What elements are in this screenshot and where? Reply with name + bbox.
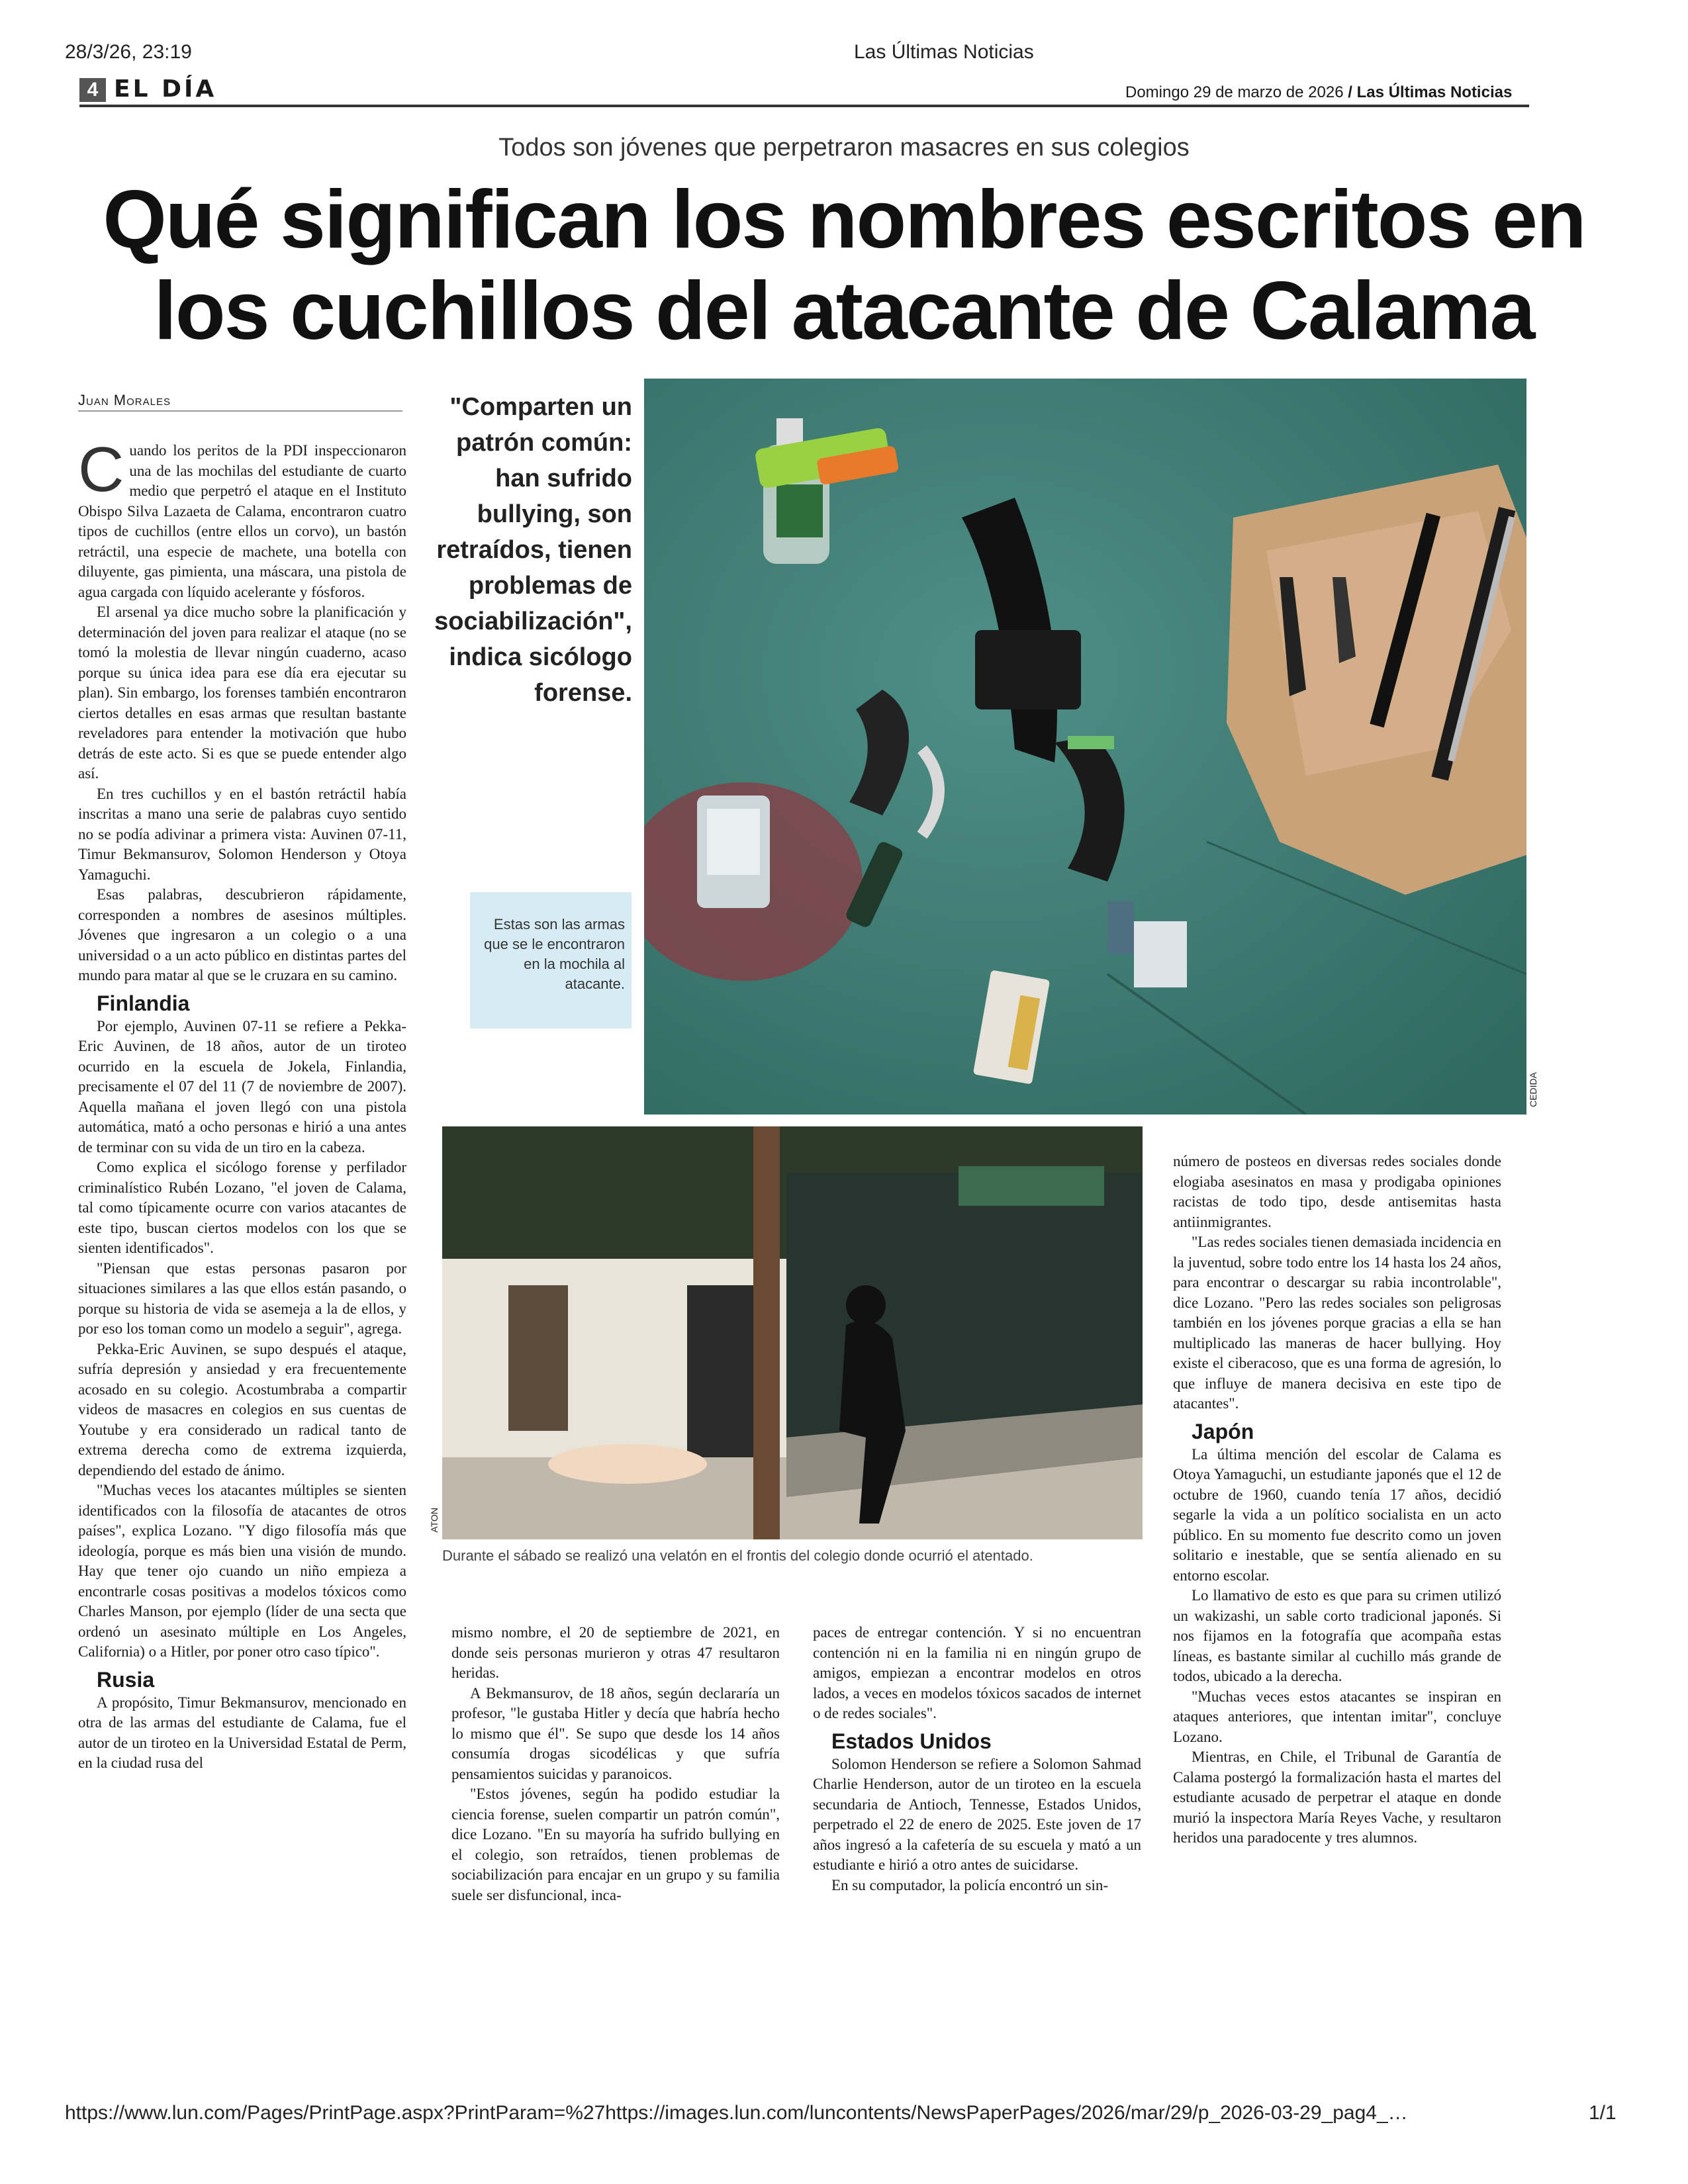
paragraph: Esas palabras, descubrieron rápidamente, corresponden a nombres de asesinos múltiples. Jóvenes que ingresaron a un colegio o a una universidad o a un acto público en distintas partes del mundo para matar al que se le cruzara en su camino. bbox=[78, 886, 406, 983]
subhead-rusia: Rusia bbox=[97, 1667, 155, 1692]
section-name: EL DÍA bbox=[114, 75, 217, 103]
byline: Juan Morales bbox=[78, 392, 171, 408]
photo2-credit: ATON bbox=[429, 1508, 440, 1533]
paragraph: En su computador, la policía encontró un sin- bbox=[831, 1876, 1109, 1893]
dateline-separator: / bbox=[1348, 83, 1352, 101]
paragraph: mismo nombre, el 20 de septiembre de 2021, en donde seis personas murieron y otras 47 resultaron heridas. bbox=[451, 1624, 780, 1681]
header-rule bbox=[79, 105, 1529, 107]
paragraph: Como explica el sicólogo forense y perfilador criminalístico Rubén Lozano, "el joven de Calama, tal como típicamente ocurre con varios atacantes de este tipo, buscan ciertos modelos con los que se sienten identificados". bbox=[78, 1159, 406, 1256]
kicker: Todos son jóvenes que perpetraron masacres en sus colegios bbox=[498, 134, 1190, 161]
headline-line1: Qué significan los nombres escritos en bbox=[103, 174, 1585, 265]
weapons-photo-art bbox=[644, 379, 1526, 1115]
print-url: https://www.lun.com/Pages/PrintPage.aspx?PrintParam=%27https://images.lun.com/luncontents/NewsPaperPages/2026/mar/29/p_2026-03-29_pag4_… bbox=[65, 2102, 1408, 2124]
photo2-caption: Durante el sábado se realizó una velatón en el frontis del colegio donde ocurrió el atentado. bbox=[442, 1547, 1033, 1564]
print-timestamp: 28/3/26, 23:19 bbox=[65, 41, 192, 63]
subhead-estados-unidos: Estados Unidos bbox=[831, 1729, 992, 1753]
paragraph: "Muchas veces los atacantes múltiples se sienten identificados con la filosofía de atacantes de otros países", explica Lozano. "Y digo filosofía más que ideología, porque es más bien una visión de mundo. Hay que tener ojo cuando un niño empieza a encontrarle cosas positivas a modelos tóxicos como Charles Manson, por ejemplo (líder de una secta que ordenó un asesinato múltiple en Los Angeles, California) o a Hitler, por poner otro caso típico". bbox=[78, 1482, 406, 1660]
paragraph: El arsenal ya dice mucho sobre la planificación y determinación del joven para realizar el ataque (no se tomó la molestia de llevar ningún cuaderno, acaso porque su única idea para ese día era ejecutar su plan). Sin embargo, los forenses también encontraron ciertos detalles en esas armas que resultan bastante reveladores para entender la motivación que hubo detrás de este acto. Si es que se puede entender algo así. bbox=[78, 604, 406, 782]
subhead-japon: Japón bbox=[1192, 1419, 1254, 1443]
paragraph: Cuando los peritos de la PDI inspeccionaron una de las mochilas del estudiante de cuarto medio que perpetró el ataque en el Instituto Obispo Silva Lazaeta de Calama, encontraron cuatro tipos de cuchillos (entre ellos un corvo), un bastón retráctil, una especie de machete, una botella con diluyente, gas pimienta, una máscara, una pistola de agua cargada con líquido acelerante y fósforos. bbox=[78, 434, 406, 600]
page-number: 4 bbox=[79, 78, 106, 102]
byline-rule bbox=[78, 410, 402, 412]
print-title: Las Últimas Noticias bbox=[854, 41, 1034, 63]
paragraph: A Bekmansurov, de 18 años, según declararía un profesor, "le gustaba Hitler y decía que habría hecho lo mismo que él". Se supo que desde los 14 años consumía drogas sicodélicas y que sufría pensamientos suicidas y paranoicos. bbox=[451, 1684, 780, 1782]
paragraph: "Las redes sociales tienen demasiada incidencia en la juventud, sobre todo entre los 14 hasta los 24 años, para encontrar o descargar su rabia incontrolable", dice Lozano. "Pero las redes sociales son peligrosas también en los jóvenes porque gracias a ella se han multiplicado las maneras de hacer bullying. Hoy existe el ciberacoso, que es una forma de agresión, lo que influye de manera decisiva en este tipo de atacantes". bbox=[1173, 1234, 1501, 1412]
weapons-photo bbox=[644, 379, 1526, 1115]
headline-line2: los cuchillos del atacante de Calama bbox=[154, 265, 1534, 357]
print-page-count: 1/1 bbox=[1589, 2102, 1617, 2124]
article-column-4 bbox=[1173, 1152, 1501, 1848]
subhead-finlandia: Finlandia bbox=[97, 991, 190, 1015]
paragraph: número de posteos en diversas redes sociales donde elogiaba asesinatos en masa y prodigaba opiniones racistas de todo tipo, desde antisemitas hasta antiinmigrantes. bbox=[1173, 1153, 1501, 1230]
photo1-credit: CEDIDA bbox=[1528, 1072, 1538, 1107]
vigil-photo-art bbox=[442, 1126, 1143, 1539]
paragraph: Solomon Henderson se refiere a Solomon Sahmad Charlie Henderson, autor de un tiroteo en la escuela secundaria de Antioch, Tennesse, Estados Unidos, perpetrado el 22 de enero de 2025. Este joven de 17 años ingresó a la cafetería de su escuela y mató a un estudiante e hirió a otro antes de suicidarse. bbox=[813, 1755, 1141, 1873]
article-column-1 bbox=[78, 434, 406, 1774]
dateline bbox=[1125, 83, 1512, 102]
paragraph: La última mención del escolar de Calama es Otoya Yamaguchi, un estudiante japonés que el 12 de octubre de 1960, cuando tenía 17 años, decidió segarle la vida a un político socialista en un acto público. En su momento fue descrito como un joven solitario e inestable, que se sentía alienado en su entorno escolar. bbox=[1173, 1445, 1501, 1584]
pull-quote: "Comparten un patrón común: han sufrido bullying, son retraídos, tienen problemas de sociabilización", indica sicólogo forense. bbox=[434, 393, 632, 707]
paragraph: En tres cuchillos y en el bastón retráctil había inscritas a mano una serie de palabras cuyo sentido no se podía adivinar a primera vista: Auvinen 07-11, Timur Bekmansurov, Solomon Henderson y Otoya Yamaguchi. bbox=[78, 785, 406, 883]
paragraph: Pekka-Eric Auvinen, se supo después el ataque, sufría depresión y ansiedad y era frecuentemente acosado en su colegio. Acostumbraba a compartir videos de masacres en colegios en sus cuentas de Youtube y era considerado un radical tanto de extrema derecha como de extrema izquierda, dependiendo del estado de ánimo. bbox=[78, 1340, 406, 1479]
vigil-photo bbox=[442, 1126, 1143, 1539]
paragraph: "Muchas veces estos atacantes se inspiran en ataques anteriores, que intentan imitar", concluye Lozano. bbox=[1173, 1688, 1501, 1745]
article-column-2 bbox=[451, 1623, 780, 1905]
photo1-caption: Estas son las armas que se le encontraron en la mochila al atacante. bbox=[470, 892, 632, 1028]
paragraph: "Estos jóvenes, según ha podido estudiar la ciencia forense, suelen compartir un patrón común", dice Lozano. "En su mayoría ha sufrido bullying en el colegio, son retraídos, tienen problemas de sociabilización para encajar en un grupo y su familia suele ser disfuncional, inca- bbox=[451, 1786, 780, 1903]
dateline-date: Domingo 29 de marzo de 2026 bbox=[1125, 83, 1344, 101]
paragraph: Por ejemplo, Auvinen 07-11 se refiere a Pekka-Eric Auvinen, de 18 años, autor de un tiroteo ocurrido en la escuela de Jokela, Finlandia, precisamente el 07 del 11 (7 de noviembre de 2007). Aquella mañana el joven llegó con una pistola automática, mató a ocho personas e hirió a una antes de terminar con su vida de un tiro en la cabeza. bbox=[78, 1017, 406, 1156]
paragraph: paces de entregar contención. Y si no encuentran contención ni en la familia ni en ningún grupo de amigos, empiezan a encontrar modelos en otros lados, a veces en modelos tóxicos sacados de internet o de redes sociales". bbox=[813, 1624, 1141, 1721]
paragraph: A propósito, Timur Bekmansurov, mencionado en otra de las armas del estudiante de Calama, fue el autor de un tiroteo en la Universidad Estatal de Perm, en la ciudad rusa del bbox=[78, 1694, 406, 1771]
paragraph: "Piensan que estas personas pasaron por situaciones similares a las que ellos están pasando, o porque su historia de vida se asemeja a la de ellos, y por eso los toman como un modelo a seguir", agrega. bbox=[78, 1259, 406, 1337]
article-column-3 bbox=[813, 1623, 1141, 1895]
dateline-paper: Las Últimas Noticias bbox=[1356, 83, 1513, 101]
drop-cap: C bbox=[78, 434, 124, 505]
paragraph: Lo llamativo de esto es que para su crimen utilizó un wakizashi, un sable corto tradicional japonés. Si nos fijamos en la fotografía que acompaña estas líneas, es bastante similar al cuchillo más grande de todos, ubicado a la derecha. bbox=[1173, 1587, 1501, 1684]
paragraph: Mientras, en Chile, el Tribunal de Garantía de Calama postergó la formalización hasta el martes del estudiante acusado de perpetrar el ataque en donde murió la inspectora María Reyes Vache, y resultaron heridos una paradocente y tres alumnos. bbox=[1173, 1749, 1501, 1846]
